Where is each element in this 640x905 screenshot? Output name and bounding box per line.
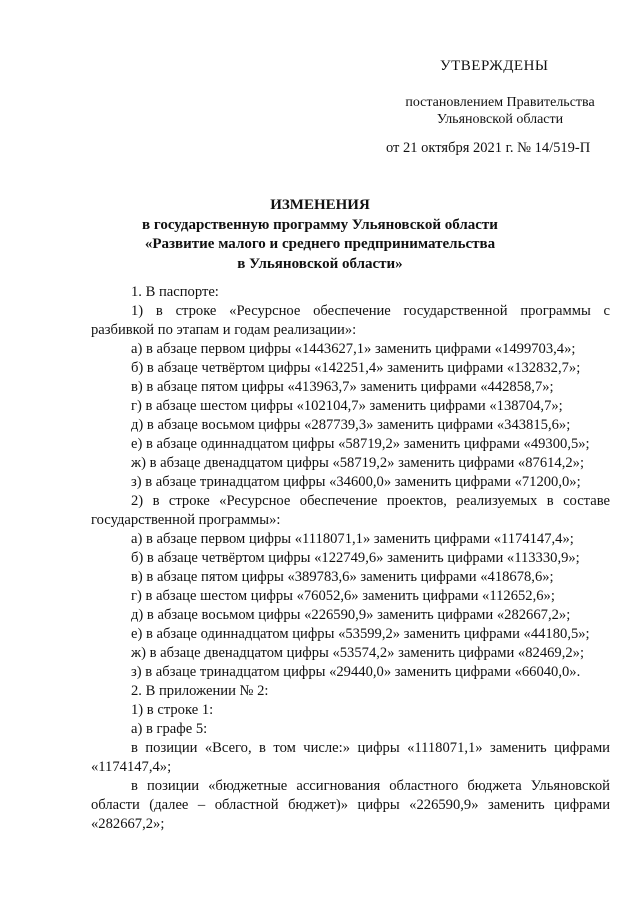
title-line-4: в Ульяновской области» xyxy=(237,255,403,272)
paragraph: в позиции «Всего, в том числе:» цифры «1118071,1» заменить цифрами «1174147,4»; xyxy=(91,740,610,775)
paragraph: д) в абзаце восьмом цифры «226590,9» заменить цифрами «282667,2»; xyxy=(131,607,571,623)
paragraph: 1. В паспорте: xyxy=(131,284,219,300)
paragraph: в позиции «бюджетные ассигнования областного бюджета Ульяновской области (далее – областной бюджет)» цифры «226590,9» заменить цифрами «282667,2»; xyxy=(91,778,610,832)
paragraph: з) в абзаце тринадцатом цифры «29440,0» заменить цифрами «66040,0». xyxy=(131,664,581,680)
decree-date-number: от 21 октября 2021 г. № 14/519-П xyxy=(386,140,591,156)
paragraph: в) в абзаце пятом цифры «389783,6» заменить цифрами «418678,6»; xyxy=(131,569,554,585)
paragraph: 1) в строке 1: xyxy=(131,702,214,718)
document-title xyxy=(100,196,540,274)
paragraph: ж) в абзаце двенадцатом цифры «53574,2» заменить цифрами «82469,2»; xyxy=(131,645,585,661)
title-line-3: «Развитие малого и среднего предпринимательства xyxy=(144,236,496,252)
title-line-1: ИЗМЕНЕНИЯ xyxy=(270,197,370,213)
title-line-2: в государственную программу Ульяновской области xyxy=(142,216,498,233)
approval-stamp: УТВЕРЖДЕНЫ xyxy=(440,58,549,74)
paragraph: е) в абзаце одиннадцатом цифры «53599,2» заменить цифрами «44180,5»; xyxy=(131,626,590,642)
decree-reference xyxy=(370,94,630,128)
paragraph: ж) в абзаце двенадцатом цифры «58719,2» заменить цифрами «87614,2»; xyxy=(131,455,585,471)
paragraph: б) в абзаце четвёртом цифры «122749,6» заменить цифрами «113330,9»; xyxy=(131,550,580,566)
paragraph: 2) в строке «Ресурсное обеспечение проектов, реализуемых в составе государственной программы»: xyxy=(91,493,610,528)
paragraph: 1) в строке «Ресурсное обеспечение государственной программы с разбивкой по этапам и годам реализации»: xyxy=(91,303,610,338)
paragraph: а) в абзаце первом цифры «1118071,1» заменить цифрами «1174147,4»; xyxy=(131,531,574,547)
paragraph: а) в графе 5: xyxy=(131,721,208,737)
paragraph: з) в абзаце тринадцатом цифры «34600,0» заменить цифрами «71200,0»; xyxy=(131,474,581,490)
paragraph: 2. В приложении № 2: xyxy=(131,683,269,699)
paragraph: г) в абзаце шестом цифры «102104,7» заменить цифрами «138704,7»; xyxy=(131,398,563,414)
document-body xyxy=(91,283,610,834)
paragraph: д) в абзаце восьмом цифры «287739,3» заменить цифрами «343815,6»; xyxy=(131,417,571,433)
paragraph: г) в абзаце шестом цифры «76052,6» заменить цифрами «112652,6»; xyxy=(131,588,555,604)
decree-line-1: постановлением Правительства xyxy=(405,95,595,110)
paragraph: а) в абзаце первом цифры «1443627,1» заменить цифрами «1499703,4»; xyxy=(131,341,576,357)
paragraph: е) в абзаце одиннадцатом цифры «58719,2» заменить цифрами «49300,5»; xyxy=(131,436,590,452)
paragraph: б) в абзаце четвёртом цифры «142251,4» заменить цифрами «132832,7»; xyxy=(131,360,581,376)
paragraph: в) в абзаце пятом цифры «413963,7» заменить цифрами «442858,7»; xyxy=(131,379,554,395)
decree-line-2: Ульяновской области xyxy=(436,112,564,127)
